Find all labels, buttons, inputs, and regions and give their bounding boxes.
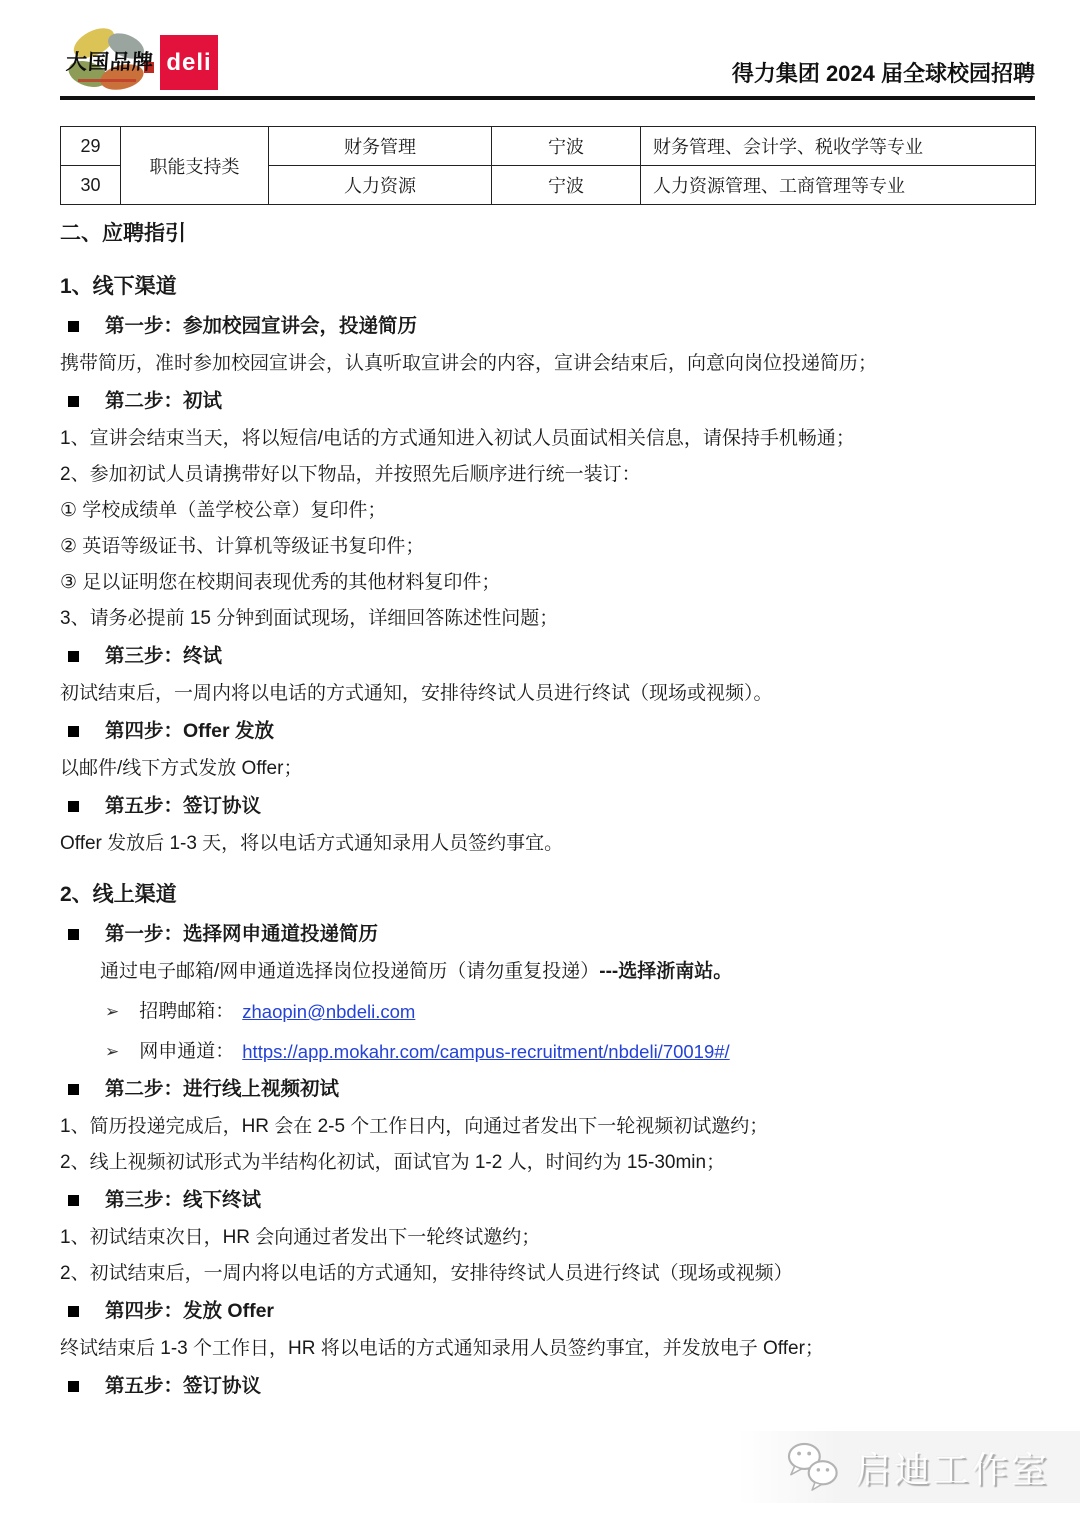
step-heading-label: 第三步：线下终试	[105, 1189, 262, 1211]
square-bullet-icon	[68, 651, 79, 662]
link-label: 网申通道：	[139, 1041, 235, 1062]
brand-caption-mark	[78, 79, 136, 82]
step-heading	[60, 644, 1035, 669]
paragraph: 1、初试结束次日，HR 会向通过者发出下一轮终试邀约；	[60, 1227, 541, 1248]
square-bullet-icon	[68, 1195, 79, 1206]
step-heading-label: 第二步：初试	[105, 390, 223, 412]
subsection-heading: 1、线下渠道	[60, 275, 177, 298]
step-heading-label: 第五步：签订协议	[105, 795, 262, 817]
step-heading	[60, 1188, 1035, 1213]
cell-category: 职能支持类	[121, 127, 269, 205]
square-bullet-icon	[68, 1306, 79, 1317]
step-heading	[60, 1374, 1035, 1399]
cell-row-number: 30	[61, 166, 121, 205]
step-heading-label: 第五步：签订协议	[105, 1375, 262, 1397]
hyperlink[interactable]: zhaopin@nbdeli.com	[242, 1001, 416, 1022]
cell-position: 财务管理	[269, 127, 492, 166]
cell-city: 宁波	[492, 127, 641, 166]
step-heading-label: 第四步：发放 Offer	[105, 1300, 275, 1322]
section-heading: 二、应聘指引	[60, 222, 186, 245]
step-heading	[60, 389, 1035, 414]
step-heading	[60, 719, 1035, 744]
step-heading-label: 第四步：Offer 发放	[105, 720, 275, 742]
paragraph: ③ 足以证明您在校期间表现优秀的其他材料复印件；	[60, 572, 501, 593]
step-heading-label: 第二步：进行线上视频初试	[105, 1078, 340, 1100]
logo-group	[60, 28, 218, 90]
brand-logo-text: 大国品牌	[65, 51, 155, 74]
paragraph: 1、简历投递完成后，HR 会在 2-5 个工作日内，向通过者发出下一轮视频初试邀约；	[60, 1116, 769, 1137]
paragraph: 以邮件/线下方式发放 Offer；	[60, 758, 303, 779]
square-bullet-icon	[68, 1084, 79, 1095]
step-heading	[60, 1077, 1035, 1102]
deli-logo	[160, 35, 218, 90]
paragraph-bold-tail: ---选择浙南站。	[599, 961, 733, 982]
link-item	[60, 1000, 1035, 1023]
cell-majors: 财务管理、会计学、税收学等专业	[641, 127, 1036, 166]
wechat-icon	[783, 1441, 845, 1493]
cell-position: 人力资源	[269, 166, 492, 205]
paragraph: 2、参加初试人员请携带好以下物品，并按照先后顺序进行统一装订：	[60, 464, 641, 485]
square-bullet-icon	[68, 929, 79, 940]
square-bullet-icon	[68, 396, 79, 407]
document-header	[60, 28, 1035, 100]
watermark	[738, 1431, 1080, 1503]
paragraph: ① 学校成绩单（盖学校公章）复印件；	[60, 500, 387, 521]
paragraph: 携带简历，准时参加校园宣讲会，认真听取宣讲会的内容，宣讲会结束后，向意向岗位投递简历；	[60, 353, 878, 374]
arrow-bullet-icon: ➢	[105, 1002, 120, 1021]
step-heading	[60, 1299, 1035, 1324]
step-heading-label: 第一步：选择网申通道投递简历	[105, 923, 379, 945]
positions-table	[60, 126, 1036, 205]
paragraph: 2、初试结束后，一周内将以电话的方式通知，安排待终试人员进行终试（现场或视频）	[60, 1263, 793, 1284]
deli-logo-text: deli	[166, 48, 212, 76]
step-heading	[60, 922, 1035, 947]
paragraph: 3、请务必提前 15 分钟到面试现场，详细回答陈述性问题；	[60, 608, 559, 629]
square-bullet-icon	[68, 726, 79, 737]
content	[60, 220, 1035, 1399]
daguo-pinpai-logo	[60, 28, 156, 90]
page-title: 得力集团 2024 届全球校园招聘	[731, 61, 1035, 86]
paragraph: 通过电子邮箱/网申通道选择岗位投递简历（请勿重复投递）---选择浙南站。	[100, 961, 733, 982]
arrow-bullet-icon: ➢	[105, 1042, 120, 1061]
step-heading	[60, 314, 1035, 339]
step-heading-label: 第一步：参加校园宣讲会，投递简历	[105, 315, 418, 337]
square-bullet-icon	[68, 321, 79, 332]
paragraph: Offer 发放后 1-3 天，将以电话方式通知录用人员签约事宜。	[60, 833, 564, 854]
cell-row-number: 29	[61, 127, 121, 166]
paragraph: ② 英语等级证书、计算机等级证书复印件；	[60, 536, 425, 557]
link-item	[60, 1040, 1035, 1063]
paragraph: 1、宣讲会结束当天，将以短信/电话的方式通知进入初试人员面试相关信息，请保持手机畅通；	[60, 428, 855, 449]
paragraph: 2、线上视频初试形式为半结构化初试，面试官为 1-2 人，时间约为 15-30min；	[60, 1152, 726, 1173]
square-bullet-icon	[68, 1381, 79, 1392]
paragraph: 初试结束后，一周内将以电话的方式通知，安排待终试人员进行终试（现场或视频）。	[60, 683, 773, 704]
subsection-heading: 2、线上渠道	[60, 883, 177, 906]
paragraph: 终试结束后 1-3 个工作日，HR 将以电话的方式通知录用人员签约事宜，并发放电子 Offer；	[60, 1338, 824, 1359]
table-row	[61, 127, 1036, 166]
watermark-text: 启迪工作室	[854, 1448, 1050, 1490]
hyperlink[interactable]: https://app.mokahr.com/campus-recruitment/nbdeli/70019#/	[242, 1041, 730, 1062]
cell-majors: 人力资源管理、工商管理等专业	[641, 166, 1036, 205]
step-heading	[60, 794, 1035, 819]
cell-city: 宁波	[492, 166, 641, 205]
square-bullet-icon	[68, 801, 79, 812]
step-heading-label: 第三步：终试	[105, 645, 223, 667]
link-label: 招聘邮箱：	[139, 1001, 235, 1022]
